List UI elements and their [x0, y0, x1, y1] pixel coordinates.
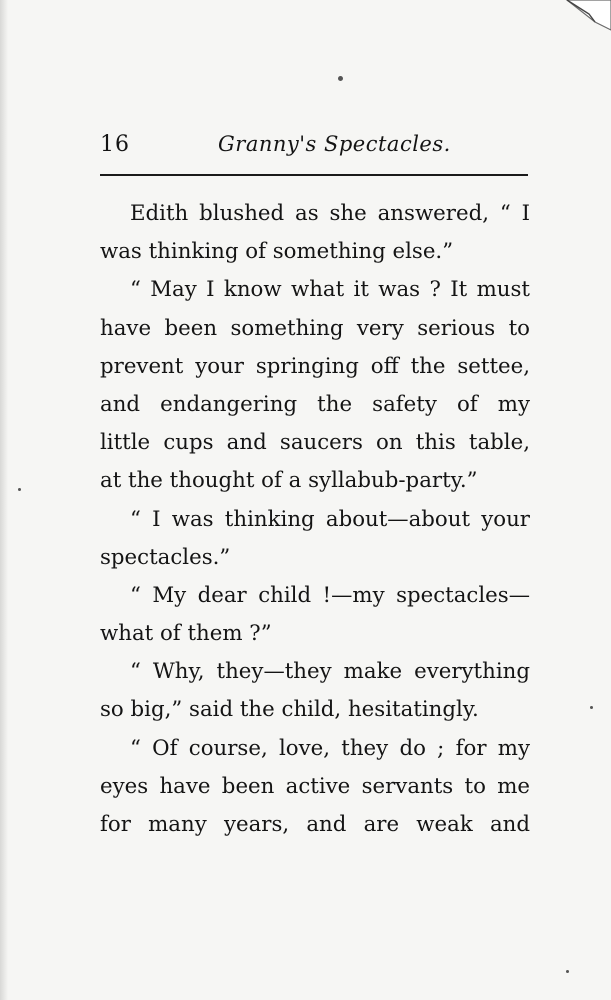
- text-line: spectacles.”: [100, 544, 231, 570]
- text-line: for many years, and are weak and: [100, 812, 530, 837]
- paper-speck: [590, 706, 593, 709]
- text-line: so big,” said the child, hesitatingly.: [100, 697, 479, 723]
- text-line: “ Of course, love, they do ; for my: [130, 735, 530, 761]
- text-line: eyes have been active servants to me: [100, 773, 530, 799]
- text-line: Edith blushed as she answered, “ I: [130, 201, 530, 226]
- paper-speck: [18, 488, 21, 491]
- text-line: “ Why, they—they make everything: [130, 659, 530, 685]
- text-line: “ I was thinking about—about your: [130, 506, 530, 532]
- text-line: what of them ?”: [100, 621, 272, 647]
- text-line: have been something very serious to: [100, 315, 530, 341]
- text-line: “ My dear child !—my spectacles—: [130, 582, 530, 608]
- paper-speck: [566, 970, 569, 973]
- paper-speck: [338, 76, 343, 81]
- page-number: 16: [100, 132, 130, 157]
- header-rule: [100, 174, 528, 176]
- text-line: at the thought of a syllabub-party.”: [100, 468, 478, 494]
- running-head: [100, 130, 530, 164]
- body-text: [100, 195, 530, 844]
- text-line: was thinking of something else.”: [100, 239, 454, 265]
- page-edge-shadow: [0, 0, 8, 1000]
- folded-corner: [559, 0, 611, 36]
- running-title: Granny's Spectacles.: [218, 132, 451, 156]
- text-line: little cups and saucers on this table,: [100, 430, 530, 456]
- text-line: and endangering the safety of my: [100, 391, 530, 417]
- text-line: prevent your springing off the settee,: [100, 353, 530, 379]
- text-line: “ May I know what it was ? It must: [130, 277, 530, 303]
